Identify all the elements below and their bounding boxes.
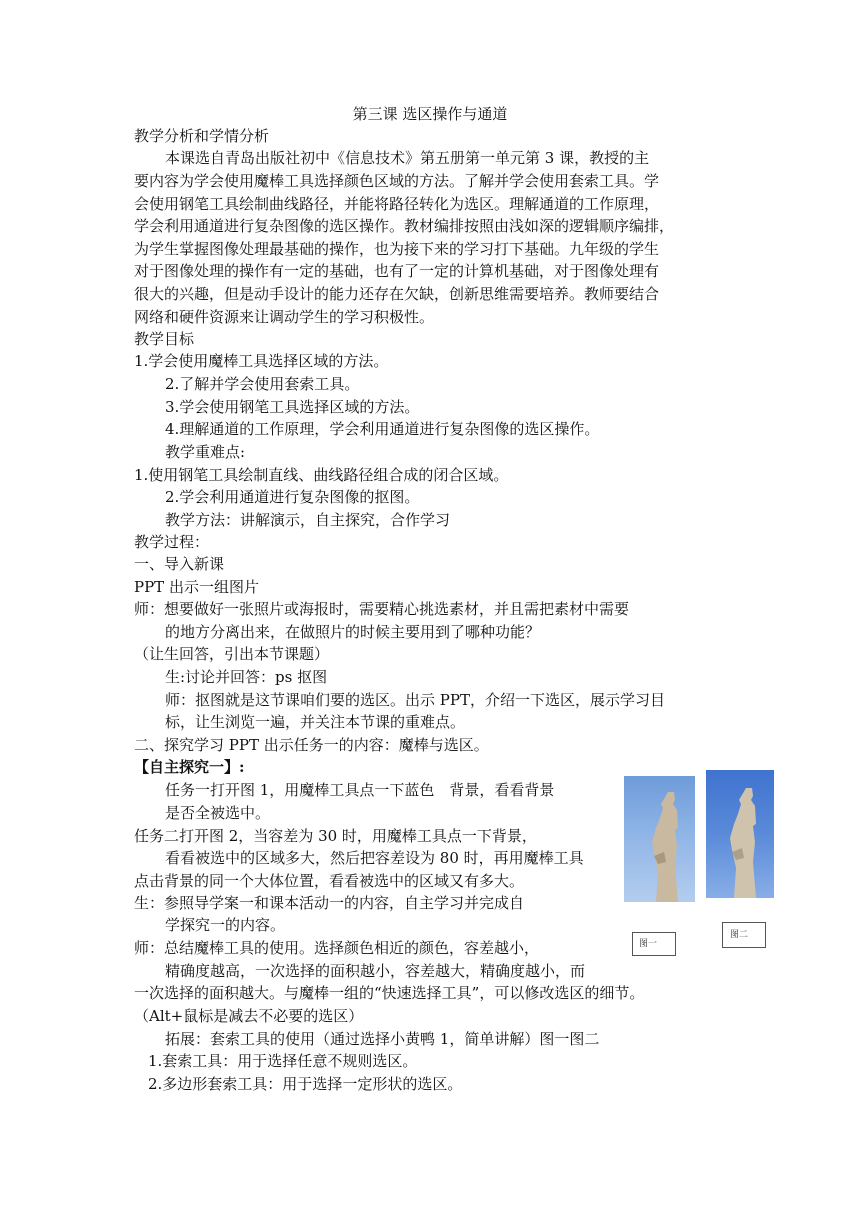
- text-line: 二、探究学习 PPT 出示任务一的内容：魔棒与选区。: [134, 736, 489, 754]
- text-line: 标，让生浏览一遍，并关注本节课的重难点。: [165, 713, 466, 731]
- statue-icon: [706, 770, 774, 898]
- text-line: 1.学会使用魔棒工具选择区域的方法。: [134, 352, 389, 370]
- text-line: 教学分析和学情分析: [134, 127, 270, 145]
- text-line: 任务二打开图 2，当容差为 30 时，用魔棒工具点一下背景，: [134, 827, 537, 845]
- text-line: 看看被选中的区域多大，然后把容差设为 80 时，再用魔棒工具: [165, 849, 584, 867]
- text-line: PPT 出示一组图片: [134, 578, 259, 596]
- text-line: 的地方分离出来，在做照片的时候主要用到了哪种功能？: [165, 623, 541, 641]
- text-line: 很大的兴趣，但是动手设计的能力还存在欠缺，创新思维需要培养。教师要结合: [134, 285, 660, 303]
- text-line: 2.学会利用通道进行复杂图像的抠图。: [165, 488, 420, 506]
- page-title: 第三课 选区操作与通道: [352, 105, 508, 123]
- text-line: 对于图像处理的操作有一定的基础，也有了一定的计算机基础，对于图像处理有: [134, 262, 660, 280]
- text-line: 2.多边形套索工具：用于选择一定形状的选区。: [148, 1075, 463, 1093]
- text-line: 1.套索工具：用于选择任意不规则选区。: [148, 1052, 418, 1070]
- text-line: 教学过程：: [134, 533, 210, 551]
- statue-icon: [624, 776, 695, 902]
- text-line: 一次选择的面积越大。与魔棒一组的“快速选择工具”，可以修改选区的细节。: [134, 984, 645, 1002]
- figure-1-caption: [632, 932, 676, 956]
- text-line: （让生回答，引出本节课题）: [134, 645, 330, 663]
- text-line: 点击背景的同一个大体位置，看看被选中的区域又有多大。: [134, 872, 525, 890]
- text-line: 师：想要做好一张照片或海报时，需要精心挑选素材，并且需把素材中需要: [134, 600, 630, 618]
- text-line: 生:讨论并回答：ps 抠图: [165, 668, 328, 686]
- figure-2-caption: [722, 922, 766, 948]
- figure-1-caption-text: 图一: [639, 939, 658, 949]
- text-line: 2.了解并学会使用套索工具。: [165, 375, 360, 393]
- text-line: 会使用钢笔工具绘制曲线路径，并能将路径转化为选区。理解通道的工作原理，: [134, 195, 660, 213]
- text-line: 生：参照导学案一和课本活动一的内容，自主学习并完成自: [134, 894, 525, 912]
- figure-2-image: [706, 770, 774, 898]
- text-line: 4.理解通道的工作原理，学会利用通道进行复杂图像的选区操作。: [165, 420, 600, 438]
- text-line: 网络和硬件资源来让调动学生的学习积极性。: [134, 308, 435, 326]
- text-line: 精确度越高，一次选择的面积越小，容差越大，精确度越小，而: [165, 962, 586, 980]
- figure-1-image: [624, 776, 695, 902]
- text-line: 是否全被选中。: [165, 804, 271, 822]
- text-line: 本课选自青岛出版社初中《信息技术》第五册第一单元第 3 课，教授的主: [165, 149, 650, 167]
- text-line: 一、导入新课: [134, 555, 225, 573]
- text-line: 3.学会使用钢笔工具选择区域的方法。: [165, 398, 420, 416]
- text-line: 学探究一的内容。: [165, 916, 286, 934]
- text-line: 1.使用钢笔工具绘制直线、曲线路径组合成的闭合区域。: [134, 466, 509, 484]
- figure-2-caption-text: 图二: [730, 930, 749, 940]
- text-line: 任务一打开图 1，用魔棒工具点一下蓝色 背景，看看背景: [165, 781, 555, 799]
- text-line: 教学重难点:: [165, 443, 246, 461]
- text-line: 教学目标: [134, 330, 195, 348]
- text-line: 为学生掌握图像处理最基础的操作，也为接下来的学习打下基础。九年级的学生: [134, 240, 660, 258]
- text-line: 【自主探究一】:: [134, 758, 245, 776]
- text-line: 要内容为学会使用魔棒工具选择颜色区域的方法。了解并学会使用套索工具。学: [134, 172, 660, 190]
- text-line: 师：总结魔棒工具的使用。选择颜色相近的颜色，容差越小，: [134, 939, 540, 957]
- text-line: 学会利用通道进行复杂图像的选区操作。教材编排按照由浅如深的逻辑顺序编排，: [134, 217, 675, 235]
- text-line: 师：抠图就是这节课咱们要的选区。出示 PPT，介绍一下选区，展示学习目: [165, 691, 665, 709]
- text-line: 教学方法：讲解演示，自主探究，合作学习: [165, 511, 451, 529]
- text-line: （Alt+鼠标是减去不必要的选区）: [134, 1007, 364, 1025]
- text-line: 拓展：套索工具的使用（通过选择小黄鸭 1，简单讲解）图一图二: [165, 1030, 600, 1048]
